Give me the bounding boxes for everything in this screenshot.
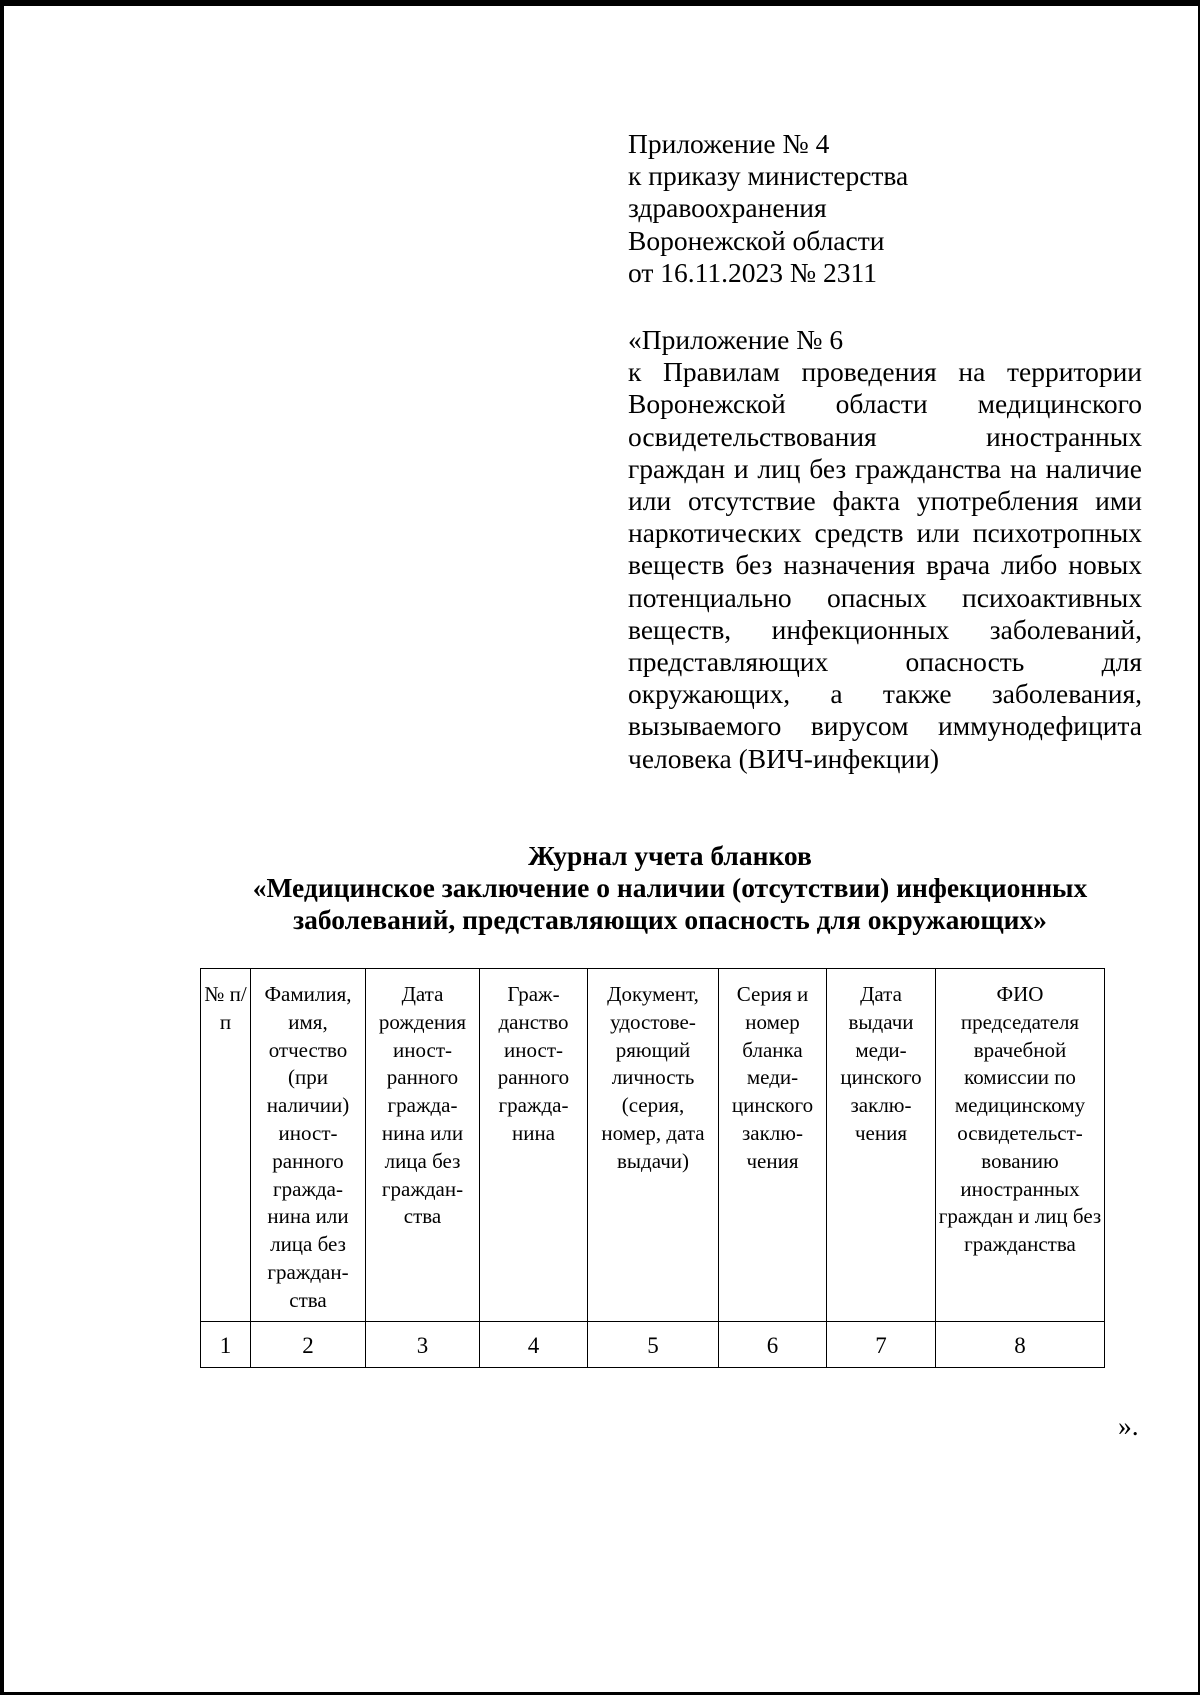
table-header-row xyxy=(201,969,1105,1322)
column-number-cell: 8 xyxy=(936,1321,1105,1368)
appendix-line: к приказу министерства xyxy=(628,160,909,192)
header-cell-form-series: Серия и номер бланка меди-цинского заклю-чения xyxy=(719,969,827,1322)
column-number-cell: 2 xyxy=(251,1321,366,1368)
column-number-cell: 4 xyxy=(480,1321,588,1368)
appendix-line: Воронежской области xyxy=(628,224,885,256)
header-cell-full-name: Фамилия, имя, отчество (при наличии) иност-ранного гражда-нина или лица без граждан-ства xyxy=(251,969,366,1322)
header-cell-citizenship: Граж-данство иност-ранного гражда-нина xyxy=(480,969,588,1322)
column-number-cell: 6 xyxy=(719,1321,827,1368)
title-line-3: заболеваний, представляющих опасность для окружающих» xyxy=(293,904,1047,935)
appendix-header xyxy=(628,128,1142,289)
header-cell-issue-date: Дата выдачи меди-цинского заклю-чения xyxy=(827,969,936,1322)
appendix-line: от 16.11.2023 № 2311 xyxy=(628,256,877,288)
column-number-cell: 3 xyxy=(366,1321,480,1368)
column-number-cell: 7 xyxy=(827,1321,936,1368)
appendix-quoted-body: к Правилам проведения на территории Воронежской области медицинского освидетельствования иностранных граждан и лиц без гражданства на наличие или отсутствие факта употребления ими наркотических средств или психотропных веществ без назначения врача либо новых потенциально опасных психоактивных веществ, инфекционных заболеваний, представляющих опасность для окружающих, а также заболевания, вызываемого вирусом иммунодефицита человека (ВИЧ-инфекции) xyxy=(628,356,1142,774)
title-line-1: Журнал учета бланков xyxy=(528,840,812,871)
column-number-cell: 5 xyxy=(588,1321,719,1368)
appendix-line: Приложение № 4 xyxy=(628,128,830,159)
appendix-line: здравоохранения xyxy=(628,192,827,224)
header-cell-commission-chair: ФИО председателя врачебной комиссии по медицинскому освидетельст-вованию иностранных граждан и лиц без гражданства xyxy=(936,969,1105,1322)
document-title xyxy=(170,840,1170,936)
appendix-quoted xyxy=(628,324,1142,775)
title-line-2: «Медицинское заключение о наличии (отсутствии) инфекционных xyxy=(252,872,1088,903)
header-cell-id-document: Документ, удостове-ряющий личность (серия, номер, дата выдачи) xyxy=(588,969,719,1322)
header-cell-birth-date: Дата рождения иност-ранного гражда-нина или лица без граждан-ства xyxy=(366,969,480,1322)
closing-quote-mark: ». xyxy=(1118,1410,1139,1441)
header-cell-number: № п/п xyxy=(201,969,251,1322)
appendix-quoted-heading: «Приложение № 6 xyxy=(628,324,844,355)
registry-table xyxy=(200,968,1105,1368)
table-row xyxy=(201,1321,1105,1368)
column-number-cell: 1 xyxy=(201,1321,251,1368)
